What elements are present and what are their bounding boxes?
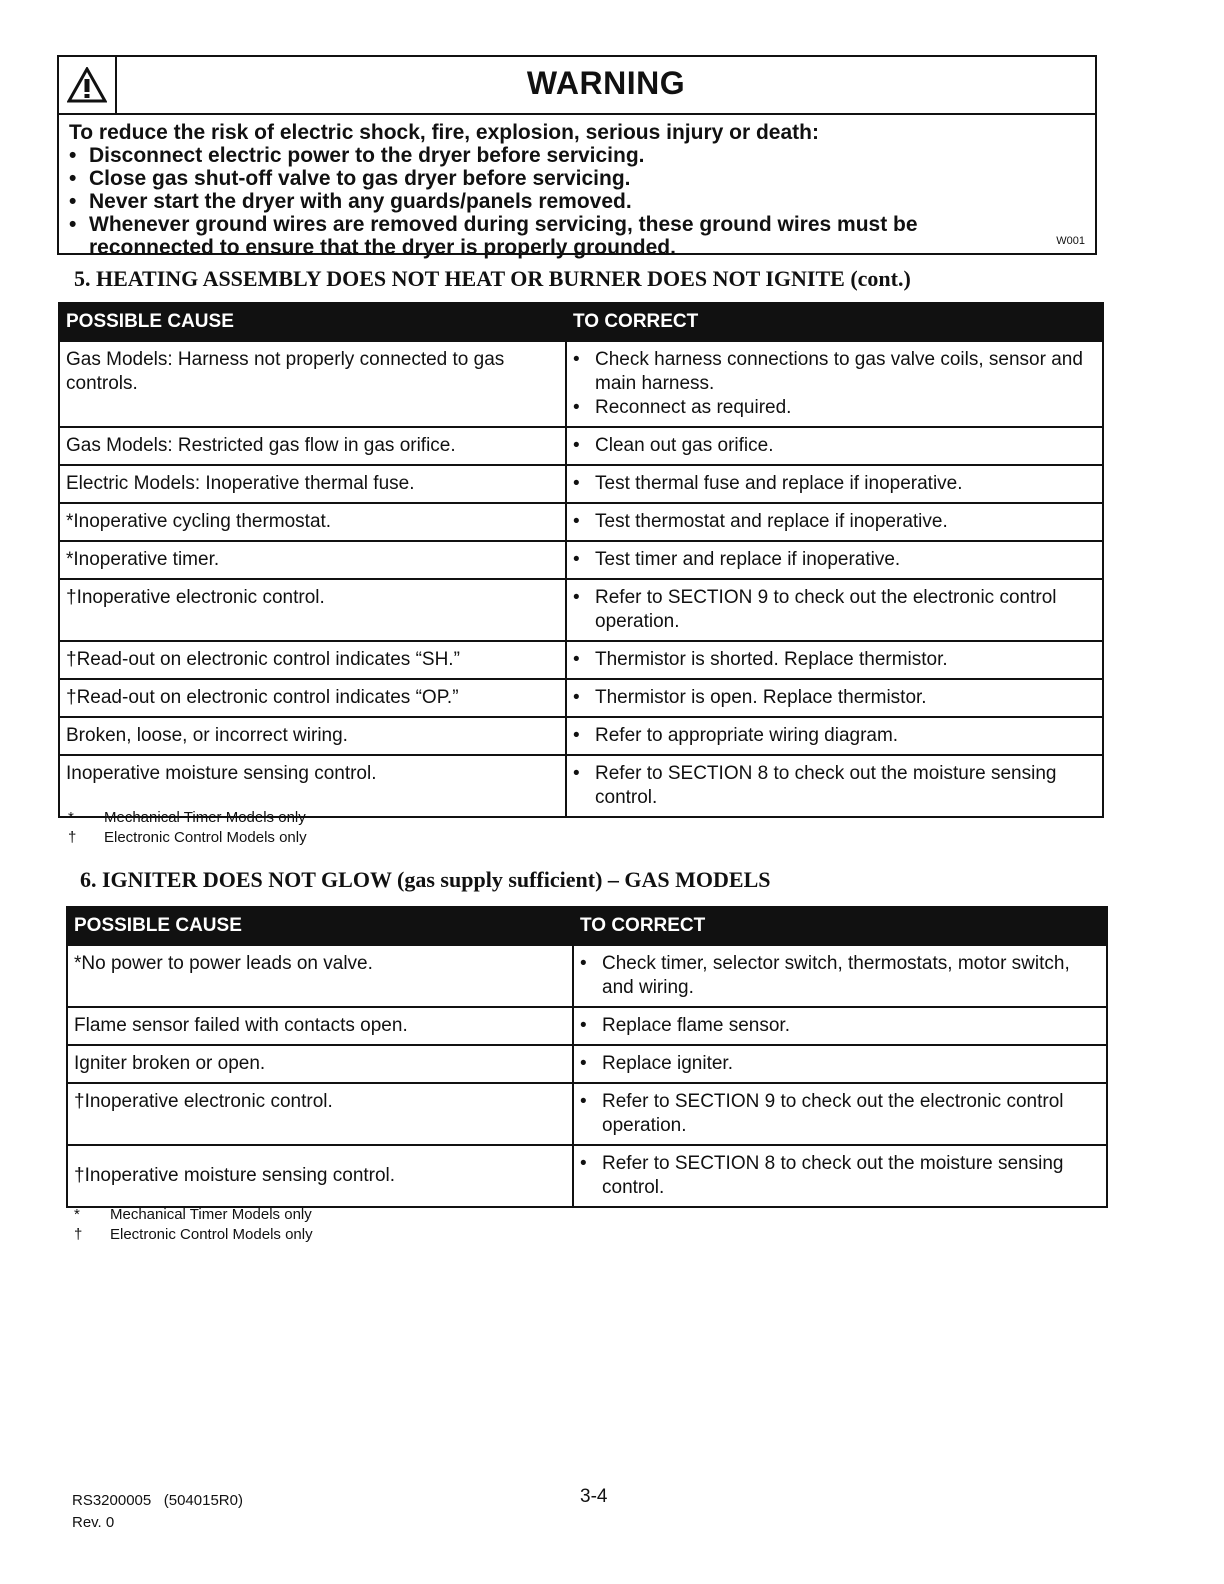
table-row	[59, 341, 1103, 427]
fix-item: • Test thermal fuse and replace if inoperative.	[595, 472, 1096, 496]
table-row	[67, 1083, 1107, 1145]
fix-item: • Check timer, selector switch, thermostats, motor switch, and wiring.	[602, 952, 1100, 1000]
correct-cell	[573, 945, 1107, 1007]
warning-header	[59, 57, 1095, 115]
fix-item: • Thermistor is shorted. Replace thermistor.	[595, 648, 1096, 672]
table-row	[59, 717, 1103, 755]
table-row	[67, 1007, 1107, 1045]
note-symbol: *	[74, 1206, 80, 1223]
cause-cell: *No power to power leads on valve.	[67, 945, 573, 1007]
fix-item: • Thermistor is open. Replace thermistor.	[595, 686, 1096, 710]
footer-doc-info	[72, 1490, 243, 1534]
note-symbol: †	[68, 829, 77, 846]
fix-item: • Check harness connections to gas valve coils, sensor and main harness.	[595, 348, 1096, 396]
correct-cell	[566, 503, 1103, 541]
warning-triangle-icon	[67, 67, 107, 103]
warning-title: WARNING	[526, 65, 686, 101]
correct-cell	[566, 755, 1103, 817]
warning-list	[69, 144, 1085, 259]
correct-cell	[566, 465, 1103, 503]
warning-bullet: • Disconnect electric power to the dryer before servicing.	[69, 144, 1085, 167]
table-row	[67, 1145, 1107, 1207]
cause-cell: †Read-out on electronic control indicates “OP.”	[59, 679, 566, 717]
fix-item: • Test timer and replace if inoperative.	[595, 548, 1096, 572]
table-row	[59, 541, 1103, 579]
cause-cell: Gas Models: Harness not properly connected to gas controls.	[59, 341, 566, 427]
note-symbol: †	[74, 1226, 83, 1243]
fix-item: • Test thermostat and replace if inoperative.	[595, 510, 1096, 534]
cause-cell: Flame sensor failed with contacts open.	[67, 1007, 573, 1045]
table-row	[59, 503, 1103, 541]
header-to-correct: TO CORRECT	[566, 303, 1103, 341]
cause-cell: Electric Models: Inoperative thermal fuse.	[59, 465, 566, 503]
warning-box	[57, 55, 1097, 259]
cause-cell: †Inoperative electronic control.	[67, 1083, 573, 1145]
fix-item: • Clean out gas orifice.	[595, 434, 1096, 458]
warning-code: W001	[1056, 235, 1085, 247]
fix-item: • Reconnect as required.	[595, 396, 1096, 420]
correct-cell	[573, 1007, 1107, 1045]
table-row	[59, 579, 1103, 641]
table-row	[59, 641, 1103, 679]
footer-doc-id: RS3200005 (504015R0)	[72, 1492, 243, 1509]
fix-item: • Refer to SECTION 9 to check out the electronic control operation.	[595, 586, 1096, 634]
header-to-correct: TO CORRECT	[573, 907, 1107, 945]
correct-cell	[573, 1083, 1107, 1145]
header-possible-cause: POSSIBLE CAUSE	[67, 907, 573, 945]
correct-cell	[566, 679, 1103, 717]
section5-title: 5. HEATING ASSEMBLY DOES NOT HEAT OR BURNER DOES NOT IGNITE (cont.)	[74, 266, 911, 291]
note-text: Electronic Control Models only	[110, 1226, 313, 1243]
warning-body	[59, 115, 1095, 259]
correct-cell	[573, 1145, 1107, 1207]
fix-item: • Refer to appropriate wiring diagram.	[595, 724, 1096, 748]
note-text: Mechanical Timer Models only	[104, 809, 306, 826]
note-line	[68, 808, 307, 828]
warning-intro: To reduce the risk of electric shock, fire, explosion, serious injury or death:	[69, 121, 819, 144]
header-possible-cause: POSSIBLE CAUSE	[59, 303, 566, 341]
cause-cell: *Inoperative cycling thermostat.	[59, 503, 566, 541]
table-row	[59, 679, 1103, 717]
correct-cell	[566, 641, 1103, 679]
section6-title: 6. IGNITER DOES NOT GLOW (gas supply sufficient) – GAS MODELS	[80, 867, 771, 892]
warning-bullet: • Close gas shut-off valve to gas dryer before servicing.	[69, 167, 1085, 190]
table-row	[59, 465, 1103, 503]
warning-bullet: • Whenever ground wires are removed during servicing, these ground wires must be reconnected to ensure that the dryer is properly grounded.	[69, 213, 1085, 259]
cause-cell: Igniter broken or open.	[67, 1045, 573, 1083]
note-line	[74, 1205, 313, 1225]
warning-bullet: • Never start the dryer with any guards/panels removed.	[69, 190, 1085, 213]
correct-cell	[566, 717, 1103, 755]
section6-notes	[74, 1205, 313, 1245]
section5-notes	[68, 808, 307, 848]
note-line	[74, 1225, 313, 1245]
note-text: Mechanical Timer Models only	[110, 1206, 312, 1223]
note-symbol: *	[68, 809, 74, 826]
cause-cell: †Inoperative electronic control.	[59, 579, 566, 641]
cause-cell: Broken, loose, or incorrect wiring.	[59, 717, 566, 755]
correct-cell	[566, 341, 1103, 427]
fix-item: • Replace igniter.	[602, 1052, 1100, 1076]
fix-item: • Refer to SECTION 9 to check out the electronic control operation.	[602, 1090, 1100, 1138]
fix-item: • Replace flame sensor.	[602, 1014, 1100, 1038]
table-row	[67, 945, 1107, 1007]
table-header-row	[59, 303, 1103, 341]
page-number: 3-4	[580, 1486, 608, 1507]
section5-table	[58, 302, 1104, 818]
note-text: Electronic Control Models only	[104, 829, 307, 846]
footer-revision: Rev. 0	[72, 1514, 115, 1531]
correct-cell	[566, 427, 1103, 465]
cause-cell: Gas Models: Restricted gas flow in gas orifice.	[59, 427, 566, 465]
table-header-row	[67, 907, 1107, 945]
cause-cell: †Read-out on electronic control indicates “SH.”	[59, 641, 566, 679]
correct-cell	[566, 541, 1103, 579]
fix-item: • Refer to SECTION 8 to check out the moisture sensing control.	[595, 762, 1096, 810]
table-row	[59, 427, 1103, 465]
correct-cell	[573, 1045, 1107, 1083]
fix-item: • Refer to SECTION 8 to check out the moisture sensing control.	[602, 1152, 1100, 1200]
section6-table	[66, 906, 1108, 1208]
table-row	[67, 1045, 1107, 1083]
note-line	[68, 828, 307, 848]
cause-cell: *Inoperative timer.	[59, 541, 566, 579]
warning-icon-cell	[59, 57, 117, 113]
cause-cell: †Inoperative moisture sensing control.	[67, 1145, 573, 1207]
cause-cell: Inoperative moisture sensing control.	[59, 755, 566, 817]
correct-cell	[566, 579, 1103, 641]
